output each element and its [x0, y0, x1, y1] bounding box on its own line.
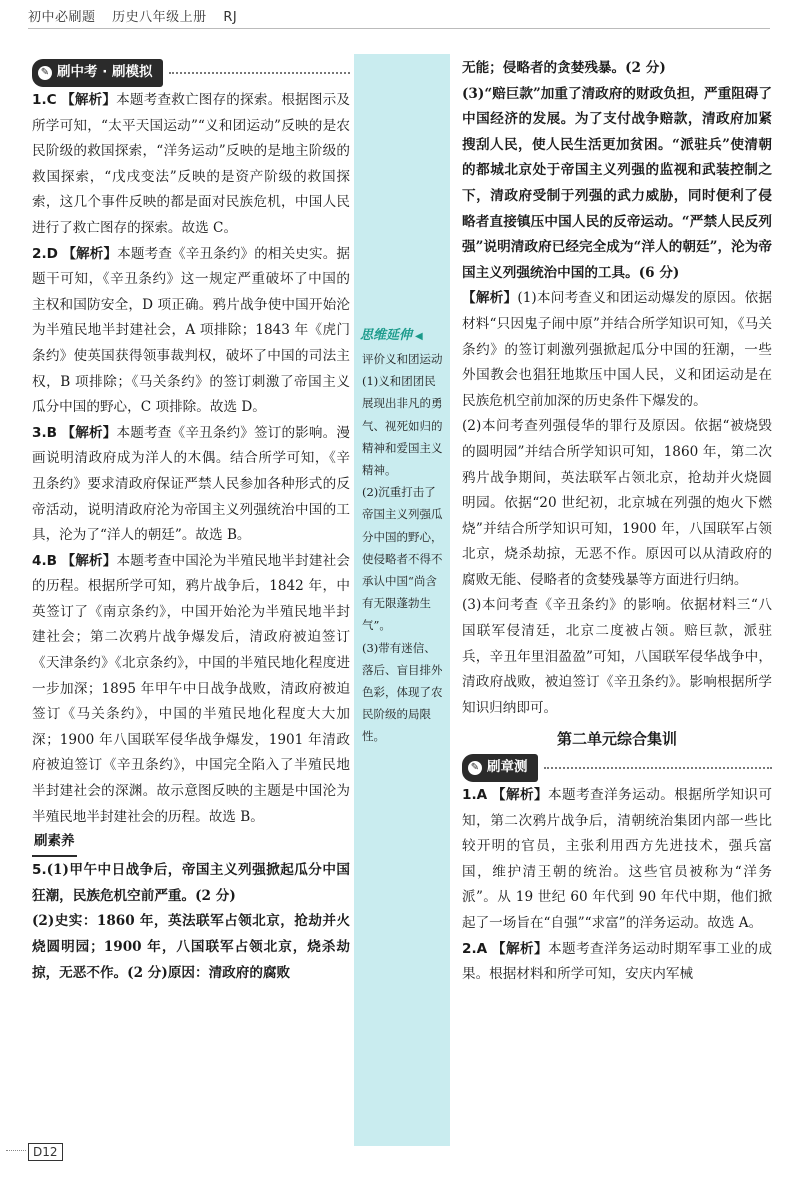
unit-answer-1: 1.A 【解析】本题考查洋务运动。根据所学知识可知，第二次鸦片战争后，清朝统治集团内部一些比较开明的官员，主张利用西方先进技术，强兵富国，维护清王朝的统治。这些官员被称为“洋务派”。从 19 世纪 60 年代到 90 年代中期，他们掀起了一场旨在“自强”“求富”的洋务运动。故选 A。 [462, 787, 773, 931]
book-subject: 历史八年级上册 [112, 10, 207, 25]
header-rule [28, 28, 770, 29]
sidebar-heading: 评价义和团运动 [362, 352, 443, 366]
answer-2: 2.D 【解析】本题考查《辛丑条约》的相关史实。据题干可知，《辛丑条约》这一规定严重破坏了中国的主权和国防安全，D 项正确。鸦片战争使中国开始沦为半殖民地半封建社会，A 项排除；1843 年《虎门条约》使英国获得领事裁判权，破坏了中国的司法主权，B 项排除；《马关条约》的签订刺激了帝国主义瓜分中国的野心，C 项排除。故选 D。 [32, 245, 351, 416]
brush-icon: ✎ [38, 66, 52, 80]
sidebar-point-3: (3)带有迷信、落后、盲目排外色彩，体现了农民阶级的局限性。 [362, 640, 443, 744]
section-label: 刷中考 · 刷模拟 [57, 64, 153, 81]
answer-5-part3: (3)“赔巨款”加重了清政府的财政负担，严重阻碍了中国经济的发展。为了支付战争赔款，清政府加紧搜刮人民，使人民生活更加贫困。“派驻兵”使清朝的都城北京处于帝国主义列强的监视和武装控制之下，清政府受制于列强的武力威胁，同时便利了侵略者直接镇压中国人民的反帝运动。“严禁人民反列强”说明清政府已经完全成为“洋人的朝廷”，沦为帝国主义列强统治中国的工具。(6 分) [462, 85, 772, 281]
answer-4: 4.B 【解析】本题考查中国沦为半殖民地半封建社会的历程。根据所学可知，鸦片战争后，1842 年，中英签订了《南京条约》，中国开始沦为半殖民地半封建社会；第二次鸦片战争爆发后，清政府被迫签订《天津条约》《北京条约》，中国的半殖民地化程度进一步加深；1895 年甲午中日战争战败，清政府被迫签订《马关条约》，中国的半殖民地化程度大大加深；1900 年八国联军侵华战争爆发，1901 年清政府被迫签订《辛丑条约》，中国完全陷入了半殖民地半封建社会的深渊。故示意图反映的主题是中国沦为半殖民地半封建社会的历程。故选 B。 [32, 552, 351, 825]
unit-answer-2: 2.A 【解析】本题考查洋务运动时期军事工业的成果。根据材料和所学可知，安庆内军械 [462, 940, 773, 983]
answer-5-explain-3: (3)本问考查《辛丑条约》的影响。依据材料三“八国联军侵清廷，北京二度被占领。赔巨款，派驻兵，辛丑年里泪盈盈”可知，八国联军侵华战争中，清政府战败，被迫签订《辛丑条约》。影响根据所学知识归纳即可。 [462, 597, 772, 716]
section-zhongkao [32, 62, 350, 84]
unit-title: 第二单元综合集训 [556, 730, 677, 749]
answer-3: 3.B 【解析】本题考查《辛丑条约》签订的影响。漫画说明清政府成为洋人的木偶。结合所学可知，《辛丑条约》要求清政府保证严禁人民参加各种形式的反帝活动，说明清政府沦为帝国主义列强统治中国的工具，沦为了“洋人的朝廷”。故选 B。 [32, 424, 351, 544]
sidebar-extension [354, 54, 450, 1146]
footer-dots [6, 1150, 26, 1151]
sidebar-body [362, 348, 446, 748]
right-column [462, 56, 772, 988]
sidebar-point-2: (2)沉重打击了帝国主义列强瓜分中国的野心，使侵略者不得不承认中国“尚含有无限蓬勃生气”。 [362, 485, 443, 633]
section-suyang [32, 832, 350, 854]
sidebar-title: 思维延伸 ◀ [360, 324, 450, 343]
book-title: 初中必刷题 [28, 10, 96, 25]
answer-5-part2: (2)史实：1860 年，英法联军占领北京，抢劫并火烧圆明园；1900 年，八国联军占领北京，烧杀劫掠，无恶不作。(2 分)原因：清政府的腐败 [32, 913, 350, 981]
sidebar-point-1: (1)义和团团民展现出非凡的勇气、视死如归的精神和爱国主义精神。 [362, 374, 443, 478]
answer-5-part2-cont: 无能；侵略者的贪婪残暴。(2 分) [462, 60, 666, 76]
answer-5-explain-1: 【解析】(1)本问考查义和团运动爆发的原因。依据材料“只因鬼子闹中原”并结合所学知识可知，《马关条约》的签订刺激列强掀起瓜分中国的狂潮，一些外国教会也猖狂地欺压中国人民，义和团运动是在民族危机空前加深的历史条件下爆发的。 [462, 290, 773, 409]
section-label: 刷章测 [487, 759, 528, 776]
running-header [28, 6, 249, 25]
answer-5-part1: 5.(1)甲午中日战争后，帝国主义列强掀起瓜分中国狂潮，民族危机空前严重。(2 分) [32, 862, 350, 904]
brush-icon: ✎ [468, 761, 482, 775]
section-label: 刷素养 [32, 829, 77, 857]
answer-5-explain-2: (2)本问考查列强侵华的罪行及原因。依据“被烧毁的圆明园”并结合所学知识可知，1860 年，第二次鸦片战争期间，英法联军占领北京，抢劫并火烧圆明园。依据“20 世纪初，北京城在列强的炮火下燃烧”并结合所学知识可知，1900 年，八国联军占领北京，烧杀劫掠，无恶不作。原因可以从清政府的腐败无能、侵略者的贪婪残暴等方面进行归纳。 [462, 418, 772, 588]
left-column [32, 60, 350, 986]
answer-1: 1.C 【解析】本题考查救亡图存的探索。根据图示及所学可知，“太平天国运动”“义和团运动”反映的是农民阶级的救国探索，“洋务运动”反映的是地主阶级的救国探索，“戊戌变法”反映的是资产阶级的救国探索，这几个事件反映的都是面对民族危机，中国人民进行了救亡图存的探索。故选 C。 [32, 92, 351, 236]
book-edition: RJ [223, 10, 238, 25]
page-number: D12 [28, 1143, 63, 1161]
section-zhangce [462, 757, 772, 779]
